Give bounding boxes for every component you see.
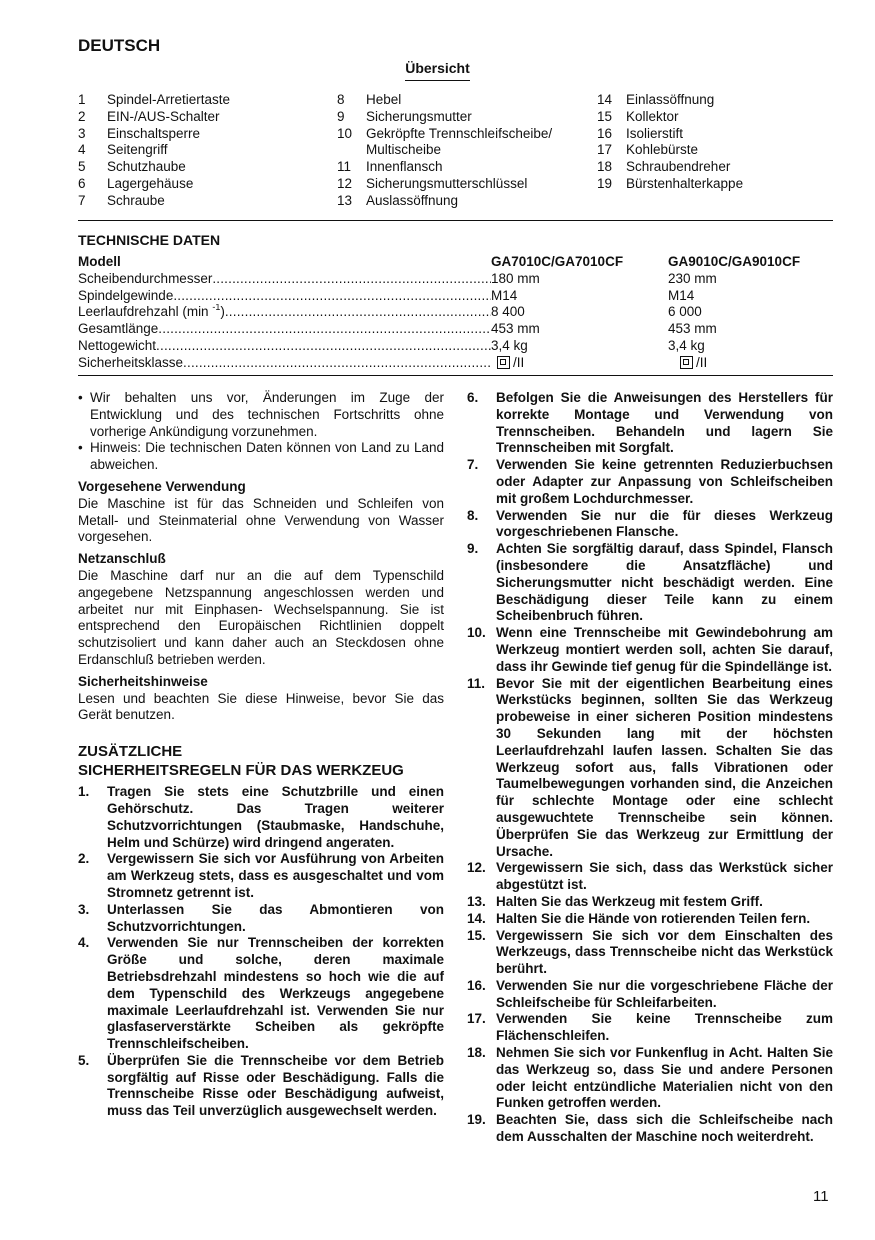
safety-text: Lesen und beachten Sie diese Hinweise, bevor Sie das Gerät benutzen. xyxy=(78,690,444,723)
rule-number: 12. xyxy=(467,860,486,876)
specs-label-text: Leerlaufdrehzahl (min xyxy=(78,304,209,320)
specs-row-label xyxy=(78,338,491,355)
specs-value-1 xyxy=(491,355,674,372)
specs-title: TECHNISCHE DATEN xyxy=(78,232,221,248)
section-divider xyxy=(78,375,833,376)
overview-item-number: 7 xyxy=(78,192,86,208)
specs-row xyxy=(78,338,833,355)
rules-heading-line-2: SICHERHEITSREGELN FÜR DAS WERKZEUG xyxy=(78,762,404,780)
intended-use-text: Die Maschine ist für das Schneiden und Schleifen von Metall- und Steinmaterial ohne Verwendung von Wasser vorgesehen. xyxy=(78,495,444,545)
power-heading: Netzanschluß xyxy=(78,551,166,567)
rule-number: 9. xyxy=(467,541,479,557)
overview-item xyxy=(597,176,833,193)
rule-text: Unterlassen Sie das Abmontieren von Schutzvorrichtungen. xyxy=(107,901,444,934)
rule-number: 11. xyxy=(467,675,486,691)
rule-item xyxy=(78,902,444,936)
rule-item xyxy=(467,541,833,625)
rule-number: 13. xyxy=(467,893,486,909)
leader-dots xyxy=(183,355,491,372)
power-text: Die Maschine darf nur an die auf dem Typenschild angegebene Netzspannung angeschlossen werden und arbeitet nur mit Einphasen- Wechselspannung. Sie ist entsprechend den Europäischen Richtlinien doppelt schutzisoliert und kann daher auch an Steckdosen ohne Erdanschluß betrieben werden. xyxy=(78,567,444,667)
rule-number: 5. xyxy=(78,1052,90,1068)
rule-item xyxy=(467,1112,833,1146)
overview-item-label: Schraube xyxy=(107,192,165,208)
rule-number: 14. xyxy=(467,910,486,926)
rule-number: 19. xyxy=(467,1112,486,1128)
overview-item xyxy=(337,92,592,109)
rule-text: Halten Sie das Werkzeug mit festem Griff. xyxy=(496,893,763,909)
overview-item xyxy=(337,176,592,193)
overview-item-number: 5 xyxy=(78,159,86,175)
overview-item-number: 2 xyxy=(78,108,86,124)
rule-text: Tragen Sie stets eine Schutzbrille und einen Gehörschutz. Das Tragen weiterer Schutzvorrichtungen (Staubmaske, Handschuhe, Helm und Schürze) wird dringend angeraten. xyxy=(107,784,444,850)
overview-item-label: Kollektor xyxy=(626,108,679,124)
bullet-mark: • xyxy=(78,390,83,405)
page-number: 11 xyxy=(813,1188,829,1205)
rule-text: Vergewissern Sie sich, dass das Werkstück sicher abgestützt ist. xyxy=(496,860,833,893)
overview-item-number: 15 xyxy=(597,108,613,124)
overview-item-label: Schraubendreher xyxy=(626,159,731,175)
overview-column-2 xyxy=(337,92,592,210)
overview-item xyxy=(337,142,592,159)
safety-heading: Sicherheitshinweise xyxy=(78,673,208,689)
rule-item xyxy=(78,1053,444,1120)
rule-number: 17. xyxy=(467,1011,486,1027)
overview-item-number xyxy=(337,142,366,159)
specs-row-label xyxy=(78,355,491,372)
specs-label-text: Gesamtlänge xyxy=(78,321,159,337)
specs-value-1: 453 mm xyxy=(491,321,540,337)
rule-number: 7. xyxy=(467,457,479,473)
rule-item xyxy=(78,784,444,851)
overview-item xyxy=(337,109,592,126)
overview-item-label: EIN-/AUS-Schalter xyxy=(107,108,220,124)
overview-item-label: Sicherungsmutterschlüssel xyxy=(366,175,528,191)
leader-dots xyxy=(156,338,491,355)
overview-item-number: 14 xyxy=(597,92,613,107)
overview-item xyxy=(597,159,833,176)
left-column xyxy=(78,390,444,1120)
overview-item-label: Einschaltsperre xyxy=(107,125,201,141)
rule-number: 6. xyxy=(467,390,479,405)
overview-item-number: 18 xyxy=(597,159,613,175)
overview-item xyxy=(78,159,328,176)
overview-item-label: Spindel-Arretiertaste xyxy=(107,92,231,107)
rule-item xyxy=(467,928,833,978)
overview-column-1 xyxy=(78,92,328,210)
rule-number: 10. xyxy=(467,625,486,641)
rule-number: 8. xyxy=(467,507,479,523)
rule-item xyxy=(467,390,833,457)
rule-item xyxy=(78,935,444,1053)
note-item xyxy=(78,440,444,474)
specs-model-label-text: Modell xyxy=(78,254,121,269)
specs-row-label xyxy=(78,288,491,305)
specs-row xyxy=(78,304,833,321)
overview-item xyxy=(597,109,833,126)
overview-title-text: Übersicht xyxy=(405,60,470,81)
rule-text: Verwenden Sie nur Trennscheiben der korrekten Größe und solche, deren maximale Betriebsdrehzahl mindestens so hoch wie die auf dem Typenschild des Werkzeugs angegebene maximale Leerlaufdrehzahl ist. Verwenden Sie nur glasfaserverstärkte Scheiben als gekröpfte Trennschleifscheiben. xyxy=(107,935,444,1052)
overview-item-label: Multischeibe xyxy=(366,142,442,158)
overview-item-label: Innenflansch xyxy=(366,159,443,175)
overview-item-number: 17 xyxy=(597,142,613,158)
overview-item-label: Kohlebürste xyxy=(626,142,699,158)
overview-item xyxy=(337,193,592,210)
specs-row xyxy=(78,321,833,338)
double-insulation-icon xyxy=(680,356,693,369)
specs-row-label xyxy=(78,304,491,321)
overview-item-label: Bürstenhalterkappe xyxy=(626,175,744,191)
rule-number: 3. xyxy=(78,901,90,917)
overview-item xyxy=(597,142,833,159)
overview-item-label: Hebel xyxy=(366,92,402,107)
overview-item-number: 8 xyxy=(337,92,345,107)
specs-header-row xyxy=(78,254,833,271)
overview-item-number: 16 xyxy=(597,125,613,141)
specs-label-suffix: ) xyxy=(220,304,225,320)
overview-item xyxy=(78,193,328,210)
rule-item xyxy=(467,911,833,928)
overview-item xyxy=(78,109,328,126)
leader-dots xyxy=(158,321,491,338)
overview-item-label: Schutzhaube xyxy=(107,159,186,175)
specs-label-text: Nettogewicht xyxy=(78,337,157,353)
leader-dots xyxy=(212,271,491,288)
specs-value-2: 3,4 kg xyxy=(668,337,705,353)
rules-heading-line-1: ZUSÄTZLICHE xyxy=(78,743,183,761)
overview-item-number: 1 xyxy=(78,92,86,107)
specs-model-1: GA7010C/GA7010CF xyxy=(491,254,624,269)
overview-item-label: Auslassöffnung xyxy=(366,192,459,208)
rule-item xyxy=(467,1011,833,1045)
rule-text: Beachten Sie, dass sich die Schleifscheibe nach dem Ausschalten der Maschine noch weiterdreht. xyxy=(496,1112,833,1145)
specs-value-1: 180 mm xyxy=(491,270,540,286)
overview-item-label: Lagergehäuse xyxy=(107,175,194,191)
rule-item xyxy=(467,508,833,542)
rule-item xyxy=(467,676,833,861)
specs-row xyxy=(78,271,833,288)
specs-value-text: /II xyxy=(696,354,708,370)
rule-item xyxy=(467,860,833,894)
specs-model-2: GA9010C/GA9010CF xyxy=(668,254,801,269)
specs-label-text: Scheibendurchmesser xyxy=(78,270,213,286)
rule-text: Verwenden Sie keine getrennten Reduzierbuchsen oder Adapter zur Anpassung von Schleifscheiben mit großem Lochdurchmesser. xyxy=(496,457,833,506)
rule-number: 18. xyxy=(467,1045,486,1061)
bullet-mark: • xyxy=(78,440,83,456)
rule-text: Wenn eine Trennscheibe mit Gewindebohrung am Werkzeug montiert werden soll, achten Sie darauf, dass ihr Gewinde tief genug für die Spindellänge ist. xyxy=(496,625,833,674)
rules-list-left xyxy=(78,784,444,1120)
rule-number: 1. xyxy=(78,784,90,800)
overview-item-number: 4 xyxy=(78,142,86,158)
rule-item xyxy=(467,457,833,507)
specs-value-2 xyxy=(674,355,833,372)
overview-item-number: 13 xyxy=(337,192,353,208)
rule-text: Achten Sie sorgfältig darauf, dass Spindel, Flansch (insbesondere die Ansatzfläche) und Sicherungsmutter nicht beschädigt werden. Eine Beschädigung dieser Teile kann zu einem Scheibenbruch führen. xyxy=(496,541,833,624)
overview-item-label: Seitengriff xyxy=(107,142,168,158)
rule-text: Verwenden Sie keine Trennscheibe zum Flächenschleifen. xyxy=(496,1011,833,1044)
rule-text: Halten Sie die Hände von rotierenden Teilen fern. xyxy=(496,910,811,926)
overview-item-label: Einlassöffnung xyxy=(626,92,715,107)
specs-row xyxy=(78,355,833,372)
specs-value-1: M14 xyxy=(491,287,518,303)
specs-value-1: 3,4 kg xyxy=(491,337,528,353)
overview-item xyxy=(337,159,592,176)
overview-item-label: Sicherungsmutter xyxy=(366,108,472,124)
rule-text: Vergewissern Sie sich vor dem Einschalten des Werkzeugs, dass Trennscheibe nicht das Werkstück berührt. xyxy=(496,927,833,977)
rule-text: Überprüfen Sie die Trennscheibe vor dem Betrieb sorgfältig auf Risse oder Beschädigung. Falls die Trennscheibe Risse oder Beschädigung aufweist, muss das Teil unverzüglich ausgewechselt werden. xyxy=(107,1052,444,1119)
overview-item-label: Gekröpfte Trennschleifscheibe/ xyxy=(366,125,553,141)
specs-value-2: 453 mm xyxy=(668,321,717,337)
specs-value-2: 230 mm xyxy=(668,270,717,286)
overview-item-number: 19 xyxy=(597,175,613,191)
overview-item xyxy=(78,176,328,193)
rule-item xyxy=(467,978,833,1012)
overview-item-label: Isolierstift xyxy=(626,125,684,141)
section-divider xyxy=(78,220,833,221)
rule-text: Verwenden Sie nur die vorgeschriebene Fläche der Schleifscheibe für Schleifarbeiten. xyxy=(496,977,833,1010)
rule-item xyxy=(467,1045,833,1112)
rule-item xyxy=(467,894,833,911)
double-insulation-icon xyxy=(497,356,510,369)
overview-item-number: 9 xyxy=(337,108,345,124)
rule-text: Vergewissern Sie sich vor Ausführung von Arbeiten am Werkzeug stets, dass es ausgeschaltet und vom Stromnetz getrennt ist. xyxy=(107,851,444,900)
rule-text: Nehmen Sie sich vor Funkenflug in Acht. Halten Sie das Werkzeug so, dass Sie und andere Personen oder leicht entzündliche Materialien nicht von den Funken getroffen werden. xyxy=(496,1045,833,1111)
rule-text: Verwenden Sie nur die für dieses Werkzeug vorgeschriebenen Flansche. xyxy=(496,507,833,540)
specs-value-2: 6 000 xyxy=(668,304,702,320)
rule-text: Befolgen Sie die Anweisungen des Herstellers für korrekte Montage und Verwendung von Trennscheiben. Behandeln und lagern Sie Trennscheiben mit Sorgfalt. xyxy=(496,390,833,456)
specs-value-2: M14 xyxy=(668,287,695,303)
overview-column-3 xyxy=(597,92,833,193)
rule-number: 15. xyxy=(467,927,486,943)
specs-value-1: 8 400 xyxy=(491,304,525,320)
language-heading: DEUTSCH xyxy=(78,36,161,55)
rule-number: 16. xyxy=(467,977,486,993)
note-item xyxy=(78,390,444,440)
intended-use-heading: Vorgesehene Verwendung xyxy=(78,478,246,494)
overview-item xyxy=(78,92,328,109)
note-text: Wir behalten uns vor, Änderungen im Zuge der Entwicklung und des technischen Fortschritts ohne vorherige Ankündigung vorzunehmen. xyxy=(90,390,444,439)
specs-label-superscript: -1 xyxy=(212,304,221,313)
rules-list-right xyxy=(467,390,833,1146)
rule-number: 4. xyxy=(78,935,90,951)
rule-item xyxy=(467,625,833,675)
specs-table xyxy=(78,254,833,372)
specs-row-label xyxy=(78,321,491,338)
overview-item xyxy=(337,126,592,143)
rule-item xyxy=(78,851,444,901)
leader-dots xyxy=(173,288,491,305)
rule-number: 2. xyxy=(78,851,90,867)
overview-item-number: 11 xyxy=(337,159,352,175)
specs-label-text: Spindelgewinde xyxy=(78,287,174,303)
overview-item xyxy=(78,142,328,159)
overview-item xyxy=(78,126,328,143)
note-text: Hinweis: Die technischen Daten können von Land zu Land abweichen. xyxy=(90,440,444,473)
specs-value-text: /II xyxy=(513,354,525,370)
overview-item xyxy=(597,126,833,143)
overview-item-number: 12 xyxy=(337,175,353,191)
specs-model-label xyxy=(78,254,491,271)
rule-text: Bevor Sie mit der eigentlichen Bearbeitung eines Werkstücks beginnen, sollten Sie das Werkzeug probeweise in einer sicheren Position mindestens 30 Sekunden lang mit der höchsten Leerlaufdrehzahl laufen lassen. Schalten Sie das Werkzeug sofort aus, falls Vibrationen oder Taumelbewegungen vorhanden sind, die Anzeichen für schlechte Montage oder eine schlecht ausgewuchtete Trennscheibe sein können. Überprüfen Sie das Werkzeug zur Ermittlung der Ursache. xyxy=(496,675,833,859)
overview-item-number: 3 xyxy=(78,125,86,141)
overview-title xyxy=(0,60,875,76)
rules-heading xyxy=(78,742,444,780)
specs-row xyxy=(78,288,833,305)
overview-item-number: 6 xyxy=(78,175,86,191)
specs-label-text: Sicherheitsklasse xyxy=(78,354,184,370)
overview-item xyxy=(597,92,833,109)
specs-row-label xyxy=(78,271,491,288)
overview-item-number: 10 xyxy=(337,125,353,141)
leader-dots xyxy=(225,304,491,321)
